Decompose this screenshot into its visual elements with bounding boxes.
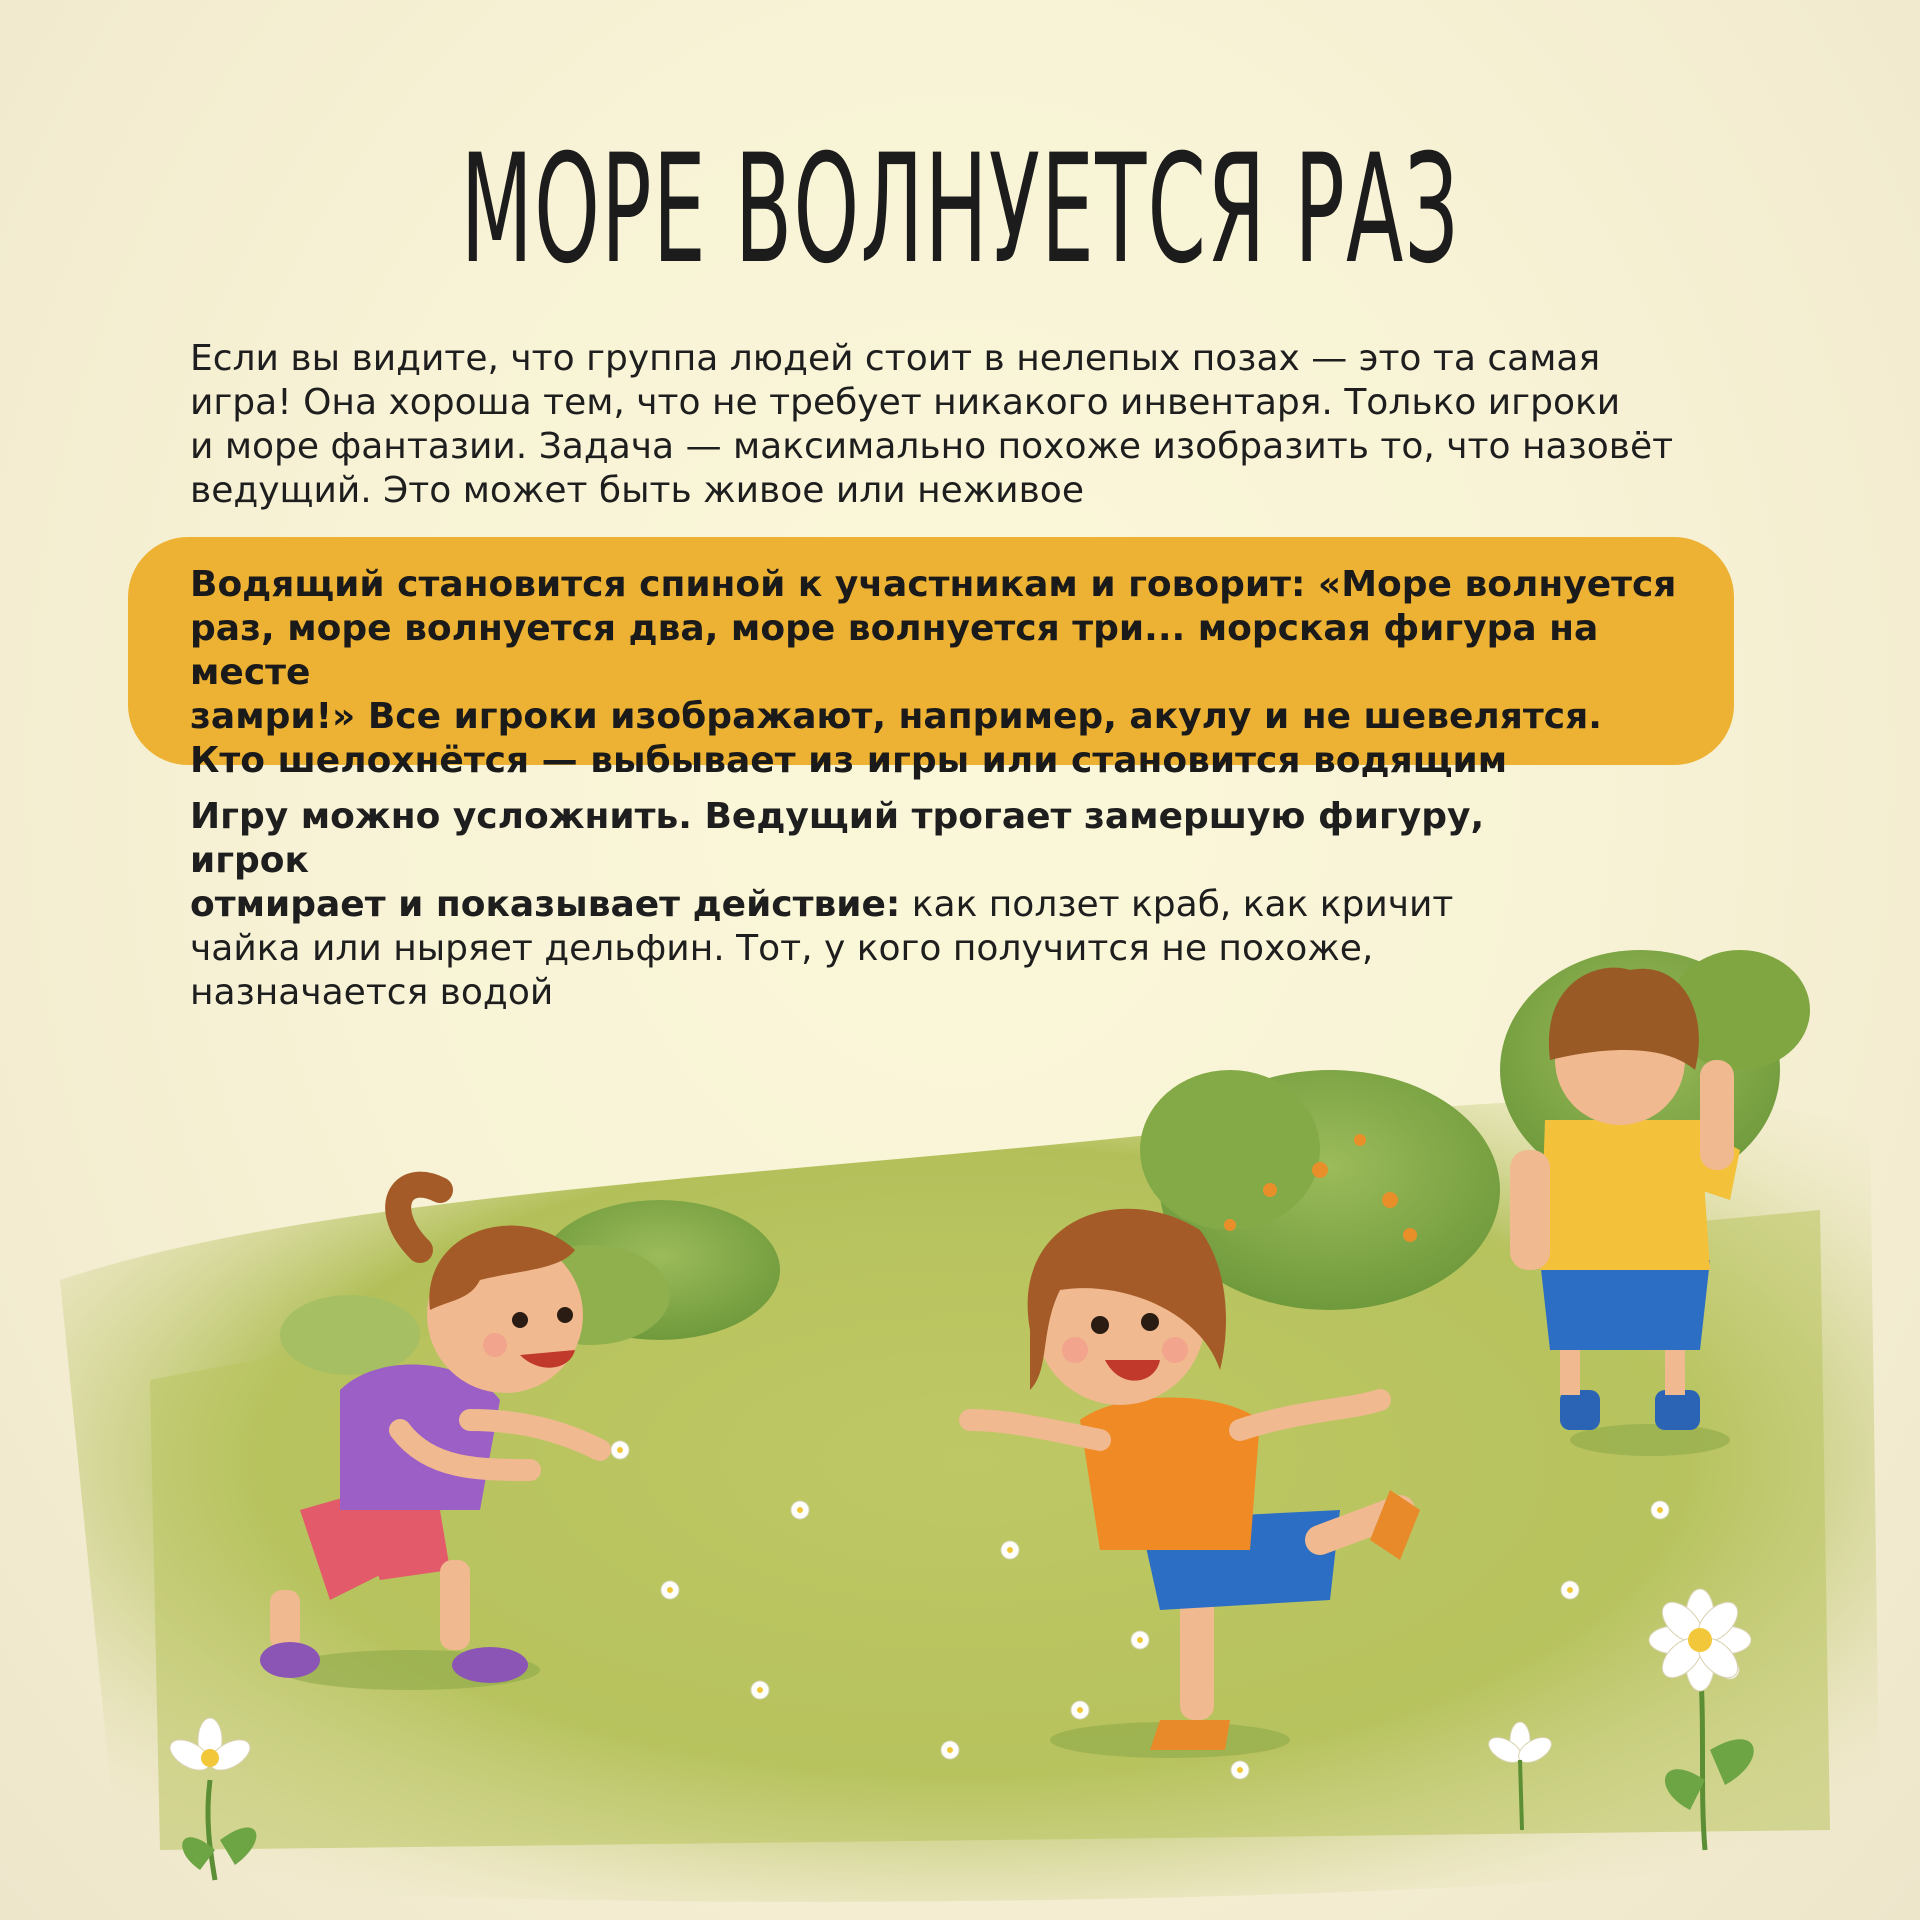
intro-line: Если вы видите, что группа людей стоит в нелепых позах — это та самая	[190, 338, 1601, 379]
extra-bold-line: Игру можно усложнить. Ведущий трогает замершую фигуру, игрок	[190, 796, 1485, 881]
rules-line: Кто шелохнётся — выбывает из игры или становится водящим	[190, 740, 1508, 781]
page-title: МОРЕ ВОЛНУЕТСЯ РАЗ	[460, 123, 1460, 297]
extra-bold-line: отмирает и показывает действие:	[190, 884, 901, 925]
intro-line: игра! Она хороша тем, что не требует никакого инвентаря. Только игроки	[190, 382, 1621, 423]
rules-line: Водящий становится спиной к участникам и говорит: «Море волнуется	[190, 564, 1677, 605]
rules-paragraph	[190, 563, 1690, 783]
children-playing-illustration	[0, 950, 1920, 1920]
intro-paragraph	[190, 337, 1740, 513]
extra-line: как ползет краб, как кричит	[900, 884, 1454, 925]
intro-line: ведущий. Это может быть живое или неживое	[190, 470, 1084, 511]
intro-line: и море фантазии. Задача — максимально похоже изобразить то, что назовёт	[190, 426, 1674, 467]
rules-line: раз, море волнуется два, море волнуется три... морская фигура на месте	[190, 608, 1599, 693]
rules-highlight-box	[128, 537, 1734, 781]
extra-line: чайка или ныряет дельфин. Тот, у кого получится не похоже,	[190, 928, 1374, 969]
rules-line: замри!» Все игроки изображают, например, акулу и не шевелятся.	[190, 696, 1602, 737]
extra-line: назначается водой	[190, 972, 554, 1013]
